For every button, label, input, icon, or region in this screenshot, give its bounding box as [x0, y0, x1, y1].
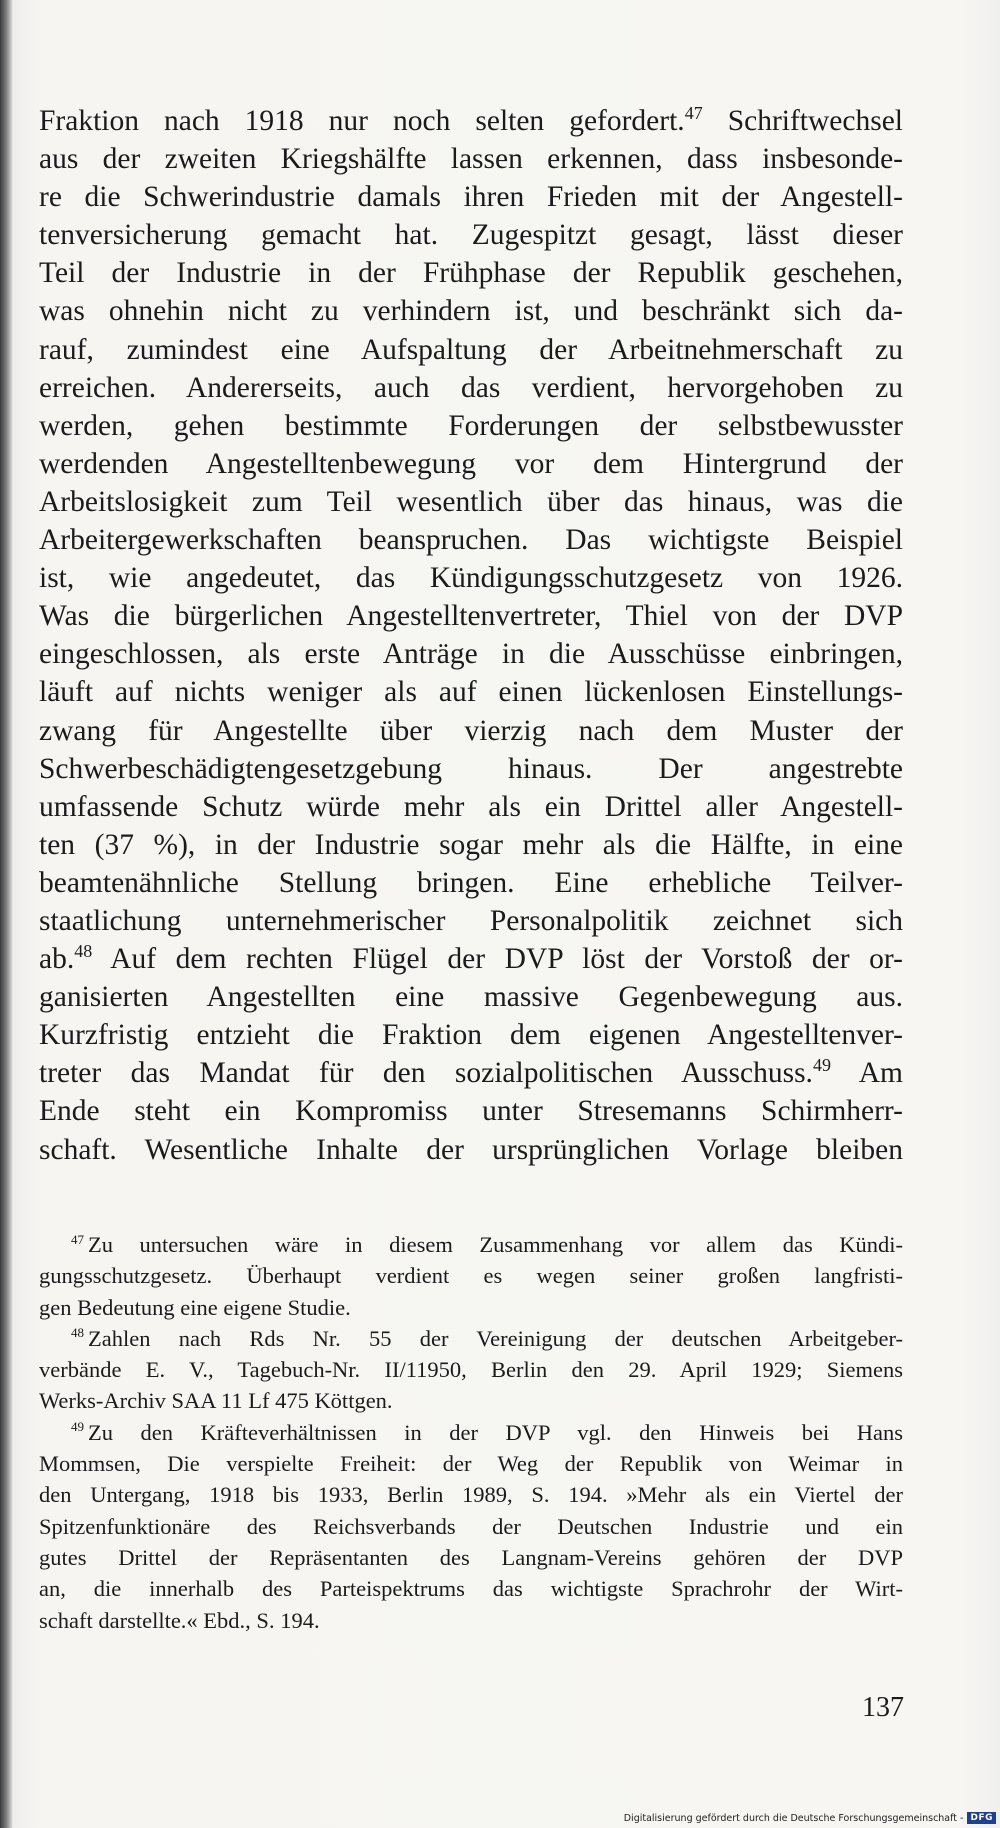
text-line: Was die bürgerlichen Angestelltenvertreter, Thiel von der DVP [39, 600, 903, 633]
footnote-line: verbände E. V., Tagebuch-Nr. II/11950, Berlin den 29. April 1929; Siemens [39, 1357, 903, 1383]
footnote-line: schaft darstellte.« Ebd., S. 194. [39, 1607, 320, 1633]
text-line: Ende steht ein Kompromiss unter Stresemanns Schirmherr- [39, 1095, 903, 1128]
text-line: Arbeitslosigkeit zum Teil wesentlich über das hinaus, was die [39, 485, 903, 518]
text-line: staatlichung unternehmerischer Personalpolitik zeichnet sich [39, 904, 903, 937]
text-line: beamtenähnliche Stellung bringen. Eine erhebliche Teilver- [39, 866, 903, 899]
text-line: Kurzfristig entzieht die Fraktion dem eigenen Angestelltenver- [39, 1019, 903, 1052]
credit-text: Digitalisierung gefördert durch die Deutsche Forschungsgemeinschaft - [623, 1812, 964, 1824]
footnote-line: gutes Drittel der Repräsentanten des Langnam-Vereins gehören der DVP [39, 1544, 903, 1570]
footnote-number: 49 [71, 1419, 84, 1435]
dfg-logo: DFG [967, 1812, 996, 1824]
text-line: Schwerbeschädigtengesetzgebung hinaus. Der angestrebte [39, 752, 903, 785]
text-line: re die Schwerindustrie damals ihren Frieden mit der Angestell- [39, 181, 903, 214]
footnote-49: $^{49}$ Zu den Kräfteverhältnissen in der DVP vgl. den Hinweis bei Hans [71, 1419, 903, 1445]
footnote-line: Spitzenfunktionäre des Reichsverbands der Deutschen Industrie und ein [39, 1513, 903, 1539]
text-line: ganisierten Angestellten eine massive Gegenbewegung aus. [39, 981, 903, 1014]
text-line: rauf, zumindest eine Aufspaltung der Arbeitnehmerschaft zu [39, 333, 903, 366]
text-line: tenversicherung gemacht hat. Zugespitzt gesagt, lässt dieser [39, 219, 903, 252]
text-line: Teil der Industrie in der Frühphase der Republik geschehen, [39, 257, 903, 290]
footnote-number: 48 [71, 1325, 84, 1341]
footnote-line: an, die innerhalb des Parteispektrums das wichtigste Sprachrohr der Wirt- [39, 1576, 903, 1602]
text-line: ab.$^{48}$ Auf dem rechten Flügel der DVP löst der Vorstoß der or- [39, 941, 903, 976]
footnote-line: Mommsen, Die verspielte Freiheit: der Weg der Republik von Weimar in [39, 1451, 903, 1477]
book-spine-shadow [0, 0, 12, 1828]
text-line: zwang für Angestellte über vierzig nach dem Muster der [39, 714, 903, 747]
text-line: Arbeitergewerkschaften beanspruchen. Das wichtigste Beispiel [39, 524, 903, 557]
digitization-credit [600, 1808, 1000, 1828]
text-line: aus der zweiten Kriegshälfte lassen erkennen, dass insbesonde- [39, 143, 903, 176]
text-line: werdenden Angestelltenbewegung vor dem Hintergrund der [39, 447, 903, 480]
footnote-ref-47[interactable]: 47 [684, 103, 703, 124]
main-text [39, 102, 903, 1169]
text-line: ist, wie angedeutet, das Kündigungsschutzgesetz von 1926. [39, 562, 903, 595]
footnote-line: den Untergang, 1918 bis 1933, Berlin 1989, S. 194. »Mehr als ein Viertel der [39, 1482, 903, 1508]
footnote-ref-49[interactable]: 49 [812, 1055, 831, 1076]
text-line: umfassende Schutz würde mehr als ein Drittel aller Angestell- [39, 790, 903, 823]
footnote-number: 47 [71, 1231, 84, 1247]
text-line: läuft auf nichts weniger als auf einen lückenlosen Einstellungs- [39, 676, 903, 709]
text-line: werden, gehen bestimmte Forderungen der selbstbewusster [39, 409, 903, 442]
footnote-line: Werks-Archiv SAA 11 Lf 475 Köttgen. [39, 1388, 393, 1414]
footnote-47: $^{47}$ Zu untersuchen wäre in diesem Zusammenhang vor allem das Kündi- [71, 1231, 903, 1257]
footnote-ref-48[interactable]: 48 [74, 941, 93, 962]
footnote-line: gungsschutzgesetz. Überhaupt verdient es wegen seiner großen langfristi- [39, 1263, 903, 1289]
text-line: treter das Mandat für den sozialpolitischen Ausschuss.$^{49}$ Am [39, 1055, 904, 1090]
text-line: ten (37 %), in der Industrie sogar mehr als die Hälfte, in eine [39, 828, 903, 861]
page-number: 137 [862, 1692, 904, 1723]
footnotes [39, 1229, 903, 1636]
text-line: eingeschlossen, als erste Anträge in die Ausschüsse einbringen, [39, 638, 903, 671]
footnote-line: gen Bedeutung eine eigene Studie. [39, 1294, 351, 1320]
text-line: Fraktion nach 1918 nur noch selten gefordert.$^{47}$ Schriftwechsel [39, 103, 903, 137]
text-line: erreichen. Andererseits, auch das verdient, hervorgehoben zu [39, 371, 903, 404]
footnote-48: $^{48}$ Zahlen nach Rds Nr. 55 der Vereinigung der deutschen Arbeitgeber- [71, 1325, 903, 1351]
text-line: schaft. Wesentliche Inhalte der ursprünglichen Vorlage bleiben [39, 1133, 903, 1166]
text-line: was ohnehin nicht zu verhindern ist, und beschränkt sich da- [39, 295, 903, 328]
